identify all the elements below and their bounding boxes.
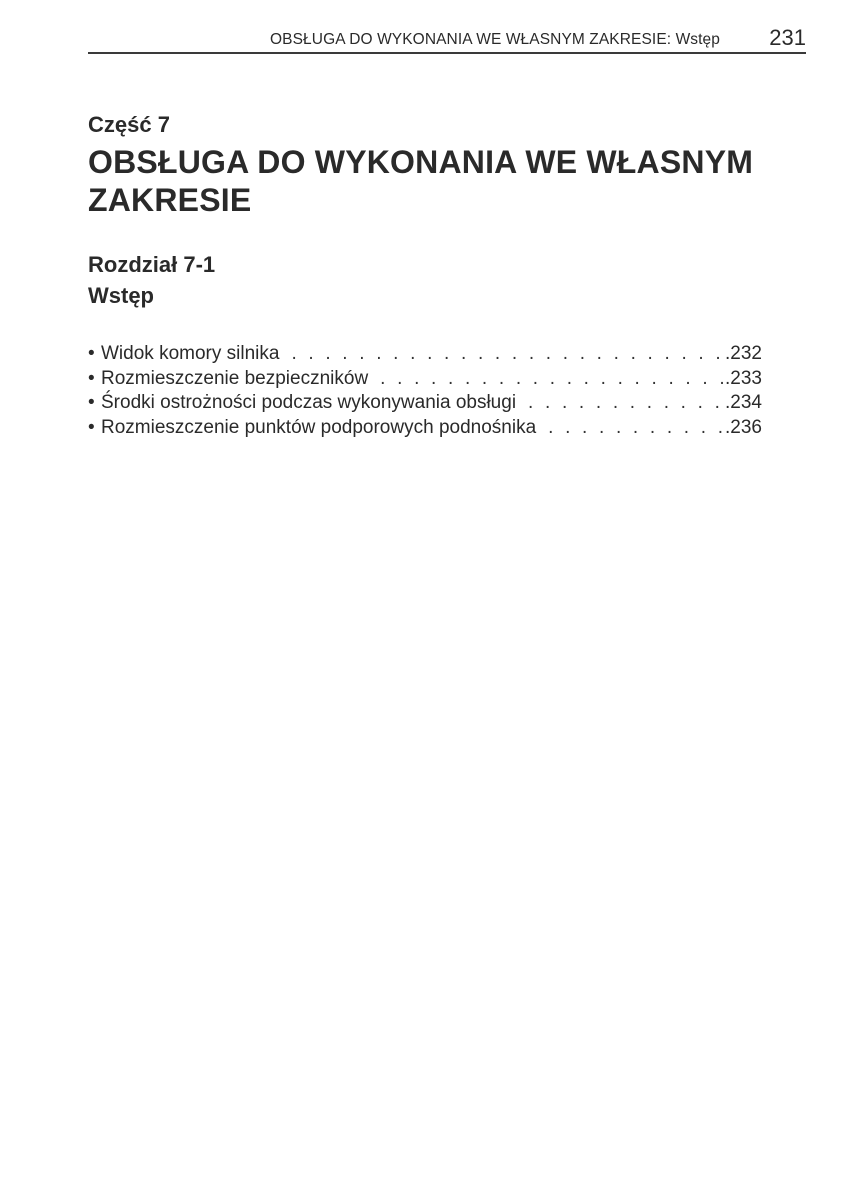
toc-item-text: Rozmieszczenie bezpieczników	[101, 367, 369, 389]
toc-item-page: .234	[725, 392, 762, 413]
toc-leader-dots	[291, 343, 723, 365]
page-number: 231	[769, 25, 806, 50]
toc-item-jack-points[interactable]	[88, 417, 762, 442]
toc-item-text: Widok komory silnika	[101, 343, 280, 364]
bullet-icon: •	[88, 392, 95, 413]
toc-item-fuse-layout[interactable]	[88, 368, 762, 393]
toc-item-engine-compartment[interactable]	[88, 343, 762, 368]
toc-item-text: Rozmieszczenie punktów podporowych podnośnika	[101, 416, 537, 438]
toc-leader-dots	[380, 368, 723, 390]
chapter-title: Wstęp	[88, 283, 154, 308]
part-label: Część 7	[88, 112, 170, 137]
bullet-icon: •	[88, 367, 95, 389]
toc-item-page: .232	[725, 343, 762, 364]
part-title: OBSŁUGA DO WYKONANIA WE WŁASNYM ZAKRESIE	[88, 144, 754, 218]
bullet-icon: •	[88, 416, 95, 438]
toc-item-maintenance-precautions[interactable]	[88, 392, 762, 417]
toc-item-text: Środki ostrożności podczas wykonywania obsługi	[101, 392, 517, 413]
table-of-contents	[88, 343, 762, 441]
toc-leader-dots	[528, 392, 723, 414]
toc-leader-dots	[548, 417, 723, 439]
running-header	[88, 26, 806, 54]
toc-item-page: .233	[725, 367, 762, 389]
toc-item-page: .236	[725, 416, 762, 438]
bullet-icon: •	[88, 343, 95, 364]
running-title: OBSŁUGA DO WYKONANIA WE WŁASNYM ZAKRESIE: Wstęp	[270, 31, 720, 48]
chapter-label: Rozdział 7-1	[88, 252, 216, 277]
